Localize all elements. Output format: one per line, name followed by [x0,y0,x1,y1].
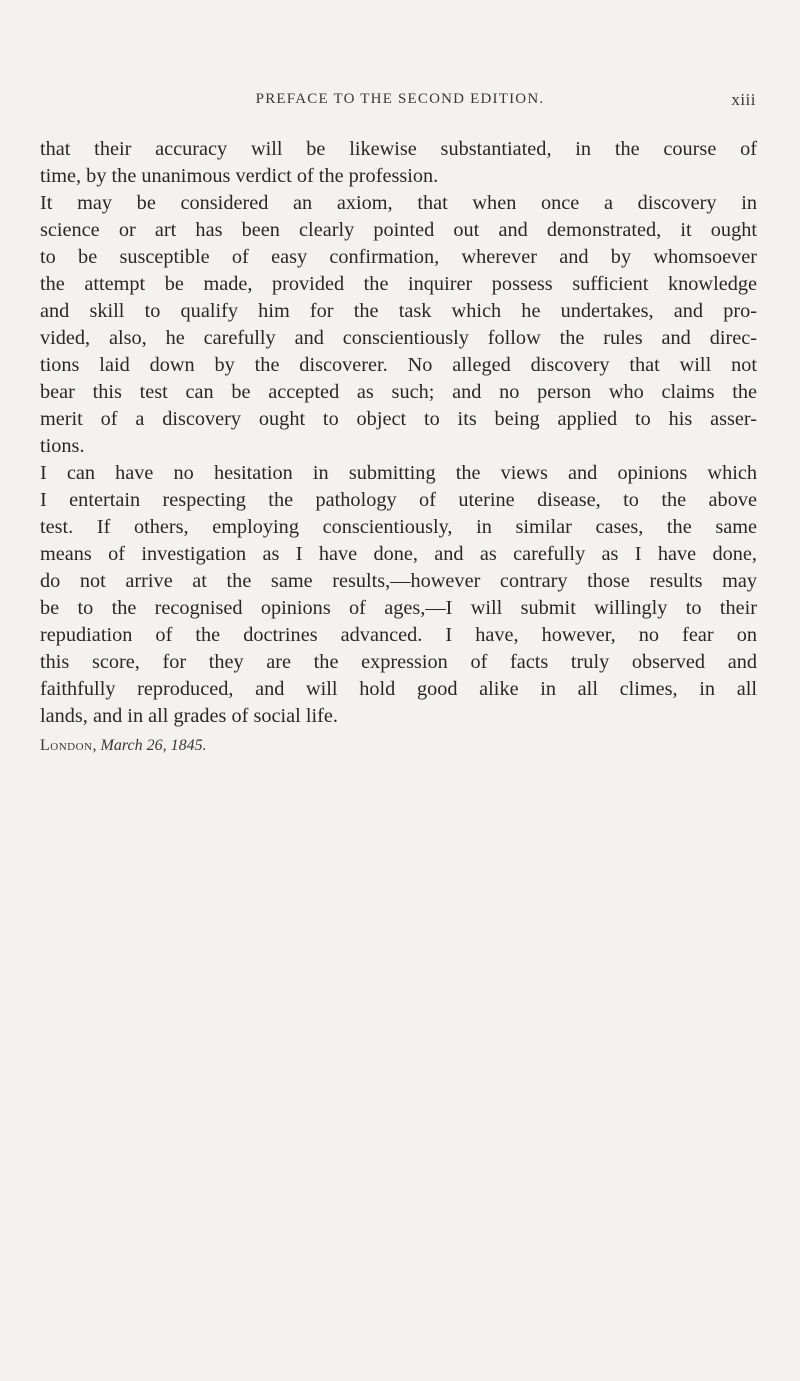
text-line: tions. [40,435,85,457]
text-line: vided, also, he carefully and conscientiously follow the rules and direc- [40,327,757,349]
text-line: lands, and in all grades of social life. [40,705,338,727]
signature-place: London [40,737,93,754]
text-line: faithfully reproduced, and will hold good alike in all climes, in all [40,678,757,700]
signature-date-text: March 26, 1845. [100,737,207,754]
text-line: science or art has been clearly pointed out and demonstrated, it ought [40,219,757,241]
text-line: this score, for they are the expression of facts truly observed and [40,651,757,673]
running-title: PREFACE TO THE SECOND EDITION. [255,91,545,107]
text-line: I entertain respecting the pathology of uterine disease, to the above [40,489,757,511]
text-line: that their accuracy will be likewise substantiated, in the course of [40,138,757,160]
signature [40,737,207,755]
running-head [40,88,760,112]
body-text [40,136,757,730]
text-line: repudiation of the doctrines advanced. I have, however, no fear on [40,624,757,646]
signature-date [101,737,207,754]
text-line: time, by the unanimous verdict of the profession. [40,165,439,187]
text-line: to be susceptible of easy confirmation, wherever and by whomsoever [40,246,757,268]
text-line: test. If others, employing conscientiously, in similar cases, the same [40,516,757,538]
text-line: tions laid down by the discoverer. No alleged discovery that will not [40,354,757,376]
text-line: be to the recognised opinions of ages,—I will submit willingly to their [40,597,757,619]
text-line: do not arrive at the same results,—however contrary those results may [40,570,757,592]
text-line: merit of a discovery ought to object to its being applied to his asser- [40,408,757,430]
text-line: the attempt be made, provided the inquirer possess sufficient knowledge [40,273,757,295]
text-line: I can have no hesitation in submitting the views and opinions which [40,462,757,484]
text-line: means of investigation as I have done, and as carefully as I have done, [40,543,757,565]
text-line: bear this test can be accepted as such; and no person who claims the [40,381,757,403]
page-number: xiii [731,90,756,109]
signature-separator: , [92,737,101,754]
text-line: and skill to qualify him for the task which he undertakes, and pro- [40,300,757,322]
text-line: It may be considered an axiom, that when once a discovery in [40,192,757,214]
